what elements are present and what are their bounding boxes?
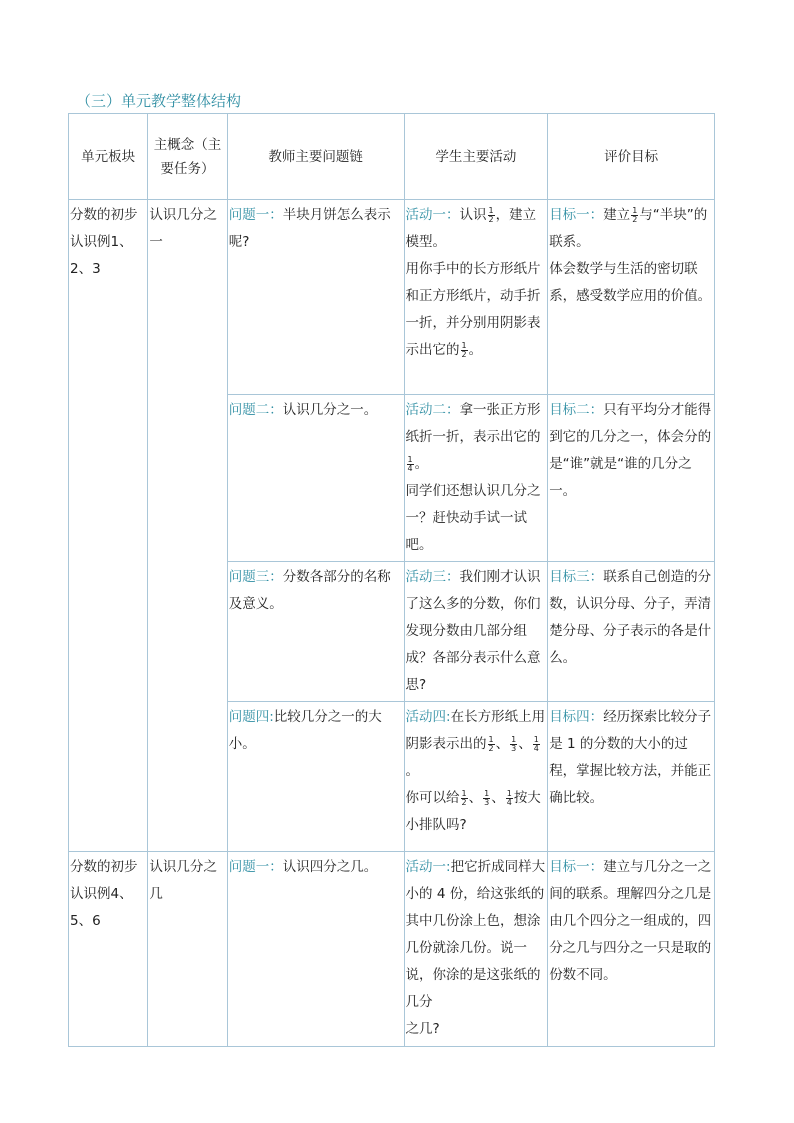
fraction-denominator: 2 <box>461 797 467 807</box>
fraction-numerator: 1 <box>506 788 512 798</box>
goal-cell <box>548 852 715 1047</box>
header-main-concept: 主概念（主要任务） <box>148 114 227 200</box>
question-label: 问题一： <box>228 207 283 223</box>
question-cell <box>227 702 404 852</box>
goal-text: 联系自己创造的分数，认识分母、分子，弄清楚分母、分子表示的各是什么。 <box>549 569 712 666</box>
goal-text: 建立与几分之一之间的联系。理解四分之几是由几个四分之一组成的，四分之几与四分之一只是取的份数不同。 <box>549 859 712 983</box>
header-student-activities: 学生主要活动 <box>404 114 548 200</box>
question-text: 认识几分之一。 <box>282 402 378 418</box>
question-text: 比较几分之一的大小。 <box>228 709 382 752</box>
fraction <box>533 736 540 753</box>
header-teacher-questions: 教师主要问题链 <box>227 114 404 200</box>
fraction-numerator: 1 <box>461 788 467 798</box>
activity-text: 之几? <box>405 1021 440 1037</box>
fraction-numerator: 1 <box>511 734 517 744</box>
fraction-denominator: 3 <box>511 743 517 753</box>
separator: 、 <box>468 790 483 806</box>
activity-text: 按大小排队吗? <box>405 790 541 833</box>
activity-text: 我们刚才认识了这么多的分数，你们发现分数由几部分组成？各部分表示什么意思? <box>405 569 541 693</box>
fraction-denominator: 2 <box>632 214 638 224</box>
goal-text: 与“半块”的联系。 <box>549 207 708 250</box>
activity-text: ，建立模型。 <box>405 207 537 250</box>
fraction-numerator: 1 <box>533 734 539 744</box>
fraction <box>407 456 414 473</box>
goal-label: 目标一： <box>549 859 604 875</box>
goal-cell <box>548 395 715 562</box>
separator: 、 <box>491 790 505 806</box>
table-row <box>69 200 715 395</box>
question-cell <box>227 852 404 1047</box>
question-label: 问题一： <box>228 859 283 875</box>
main-concept-cell: 认识几分之几 <box>148 852 227 1047</box>
separator: 、 <box>495 736 510 752</box>
unit-block-cell: 分数的初步认识例1、2、3 <box>69 200 148 852</box>
fraction-denominator: 2 <box>461 349 467 359</box>
goal-label: 目标三： <box>549 569 604 585</box>
activity-label: 活动一： <box>405 207 460 223</box>
activity-text: 你可以给 <box>405 790 460 806</box>
question-label: 问题三： <box>228 569 283 585</box>
unit-structure-table <box>68 113 715 1047</box>
question-cell <box>227 200 404 395</box>
activity-cell <box>404 200 548 395</box>
question-text: 认识四分之几。 <box>282 859 378 875</box>
question-text: 半块月饼怎么表示呢? <box>228 207 391 250</box>
activity-cell <box>404 562 548 702</box>
section-heading: （三）单元教学整体结构 <box>76 92 242 110</box>
activity-text: 同学们还想认识几分之一？赶快动手试一试吧。 <box>405 483 541 553</box>
goal-cell <box>548 702 715 852</box>
fraction-denominator: 2 <box>488 214 494 224</box>
activity-text: 认识 <box>459 207 487 223</box>
fraction <box>510 736 517 753</box>
activity-text: 把它折成同样大小的 4 份，给这张纸的其中几份涂上色，想涂几份就涂几份。说一说，你涂的是这张纸的几分 <box>405 859 546 1010</box>
goal-label: 目标二： <box>549 402 604 418</box>
header-row <box>69 114 715 200</box>
activity-cell <box>404 852 548 1047</box>
table-row <box>69 852 715 1047</box>
activity-text: 。 <box>468 342 483 358</box>
goal-label: 目标一： <box>549 207 604 223</box>
header-evaluation-goals: 评价目标 <box>548 114 715 200</box>
question-label: 问题二： <box>228 402 283 418</box>
fraction-numerator: 1 <box>488 205 494 215</box>
goal-text: 建立 <box>603 207 631 223</box>
goal-text: 体会数学与生活的密切联系，感受数学应用的价值。 <box>549 261 712 304</box>
fraction-numerator: 1 <box>488 734 494 744</box>
fraction-numerator: 1 <box>632 205 638 215</box>
fraction-numerator: 1 <box>461 340 467 350</box>
activity-label: 活动一: <box>405 859 451 875</box>
fraction <box>488 207 495 224</box>
fraction-numerator: 1 <box>407 454 413 464</box>
fraction-denominator: 4 <box>407 463 413 473</box>
fraction <box>461 342 468 359</box>
activity-text: 。 <box>405 763 420 779</box>
activity-cell <box>404 395 548 562</box>
activity-label: 活动二： <box>405 402 460 418</box>
goal-cell <box>548 562 715 702</box>
activity-text: 拿一张正方形纸折一折，表示出它的 <box>405 402 541 445</box>
goal-cell <box>548 200 715 395</box>
fraction-denominator: 3 <box>484 797 490 807</box>
fraction-denominator: 2 <box>488 743 494 753</box>
question-label: 问题四: <box>228 709 274 725</box>
unit-block-cell: 分数的初步认识例4、5、6 <box>69 852 148 1047</box>
fraction <box>461 790 468 807</box>
activity-label: 活动三： <box>405 569 460 585</box>
goal-text: 经历探索比较分子是 1 的分数的大小的过程，掌握比较方法，并能正确比较。 <box>549 709 712 806</box>
activity-cell <box>404 702 548 852</box>
fraction <box>488 736 495 753</box>
goal-text: 只有平均分才能得到它的几分之一，体会分的是“谁”就是“谁的几分之一。 <box>549 402 712 499</box>
fraction <box>506 790 513 807</box>
fraction <box>483 790 490 807</box>
question-text: 分数各部分的名称及意义。 <box>228 569 391 612</box>
goal-label: 目标四： <box>549 709 604 725</box>
question-cell <box>227 395 404 562</box>
separator: 、 <box>518 736 532 752</box>
fraction-denominator: 4 <box>506 797 512 807</box>
fraction <box>631 207 638 224</box>
activity-text: 用你手中的长方形纸片和正方形纸片，动手折一折，并分别用阴影表示出它的 <box>405 261 541 358</box>
main-concept-cell: 认识几分之一 <box>148 200 227 852</box>
activity-text: 在长方形纸上用阴影表示出的 <box>405 709 546 752</box>
activity-text: 。 <box>414 456 429 472</box>
fraction-denominator: 4 <box>533 743 539 753</box>
question-cell <box>227 562 404 702</box>
header-unit-block: 单元板块 <box>69 114 148 200</box>
fraction-numerator: 1 <box>484 788 490 798</box>
activity-label: 活动四: <box>405 709 451 725</box>
